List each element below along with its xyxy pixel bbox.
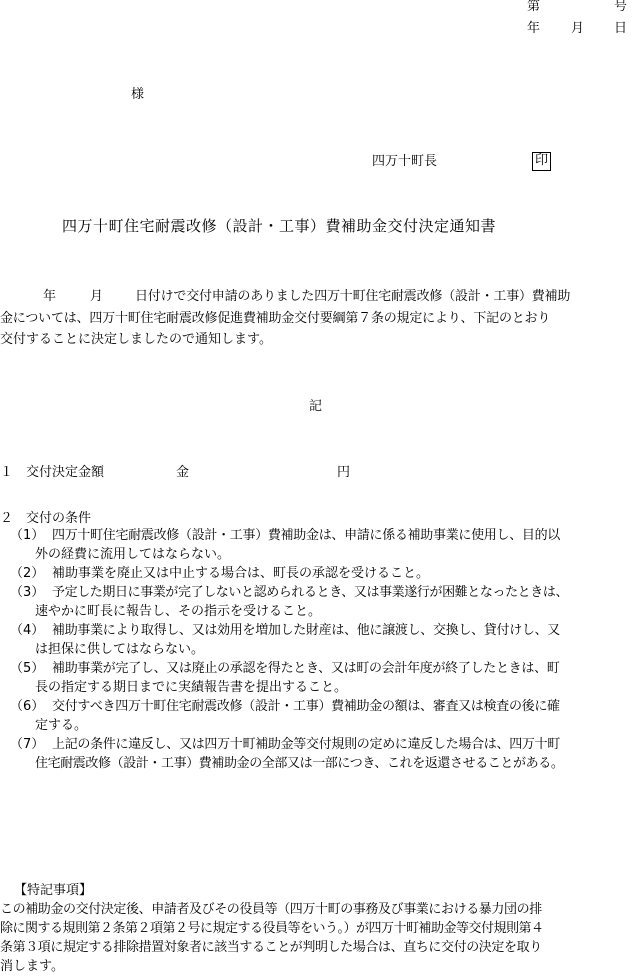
issuer-name: 四万十町長 <box>372 154 438 169</box>
page-title: 四万十町住宅耐震改修（設計・工事）費補助金交付決定通知書 <box>62 217 497 235</box>
condition-number: （1） <box>10 528 45 543</box>
condition-line: 補助事業により取得し、又は効用を増加した財産は、他に譲渡し、交換し、貸付けし、又 <box>52 623 561 638</box>
condition-number: （6） <box>10 699 45 714</box>
condition-number: （7） <box>10 737 45 752</box>
condition-number: （5） <box>10 661 45 676</box>
condition-line: 補助事業を廃止又は中止する場合は、町長の承認を受けること。 <box>52 566 430 581</box>
amount-yen: 円 <box>337 465 351 480</box>
condition-number: （2） <box>10 566 45 581</box>
condition-number: （3） <box>10 585 45 600</box>
condition-line: 速やかに町長に報告し、その指示を受けること。 <box>35 604 322 619</box>
intro-line-3: 交付することに決定しましたので通知します。 <box>0 332 272 347</box>
date-day: 日 <box>614 21 628 36</box>
intro-month: 月 <box>90 289 104 304</box>
intro-line-2: 金については、四万十町住宅耐震改修促進費補助金交付要綱第７条の規定により、下記のとおり <box>0 311 551 326</box>
condition-line: 上記の条件に違反し、又は四万十町補助金等交付規則の定めに違反した場合は、四万十町 <box>52 737 561 752</box>
document-number-prefix: 第 <box>527 0 541 14</box>
condition-line: 予定した期日に事業が完了しないと認められるとき、又は事業遂行が困難となったときは、 <box>52 585 569 600</box>
condition-line: 交付すべき四万十町住宅耐震改修（設計・工事）費補助金の額は、審査又は検査の後に確 <box>52 699 560 714</box>
condition-line: 定する。 <box>35 718 88 733</box>
document-number-suffix: 号 <box>614 0 628 14</box>
condition-line: は担保に供してはならない。 <box>35 642 205 657</box>
special-notes-line: 消します。 <box>0 959 64 974</box>
condition-line: 補助事業が完了し、又は廃止の承認を得たとき、又は町の会計年度が終了したときは、町 <box>52 661 560 676</box>
ki-heading: 記 <box>309 399 323 414</box>
date-month: 月 <box>571 21 585 36</box>
conditions-heading: ２ 交付の条件 <box>0 511 92 526</box>
condition-line: 四万十町住宅耐震改修（設計・工事）費補助金は、申請に係る補助事業に使用し、目的以 <box>52 528 561 543</box>
intro-line-1: 日付けで交付申請のありました四万十町住宅耐震改修（設計・工事）費補助 <box>135 289 571 304</box>
amount-label: １ 交付決定金額 <box>0 465 105 480</box>
date-year: 年 <box>527 21 541 36</box>
special-notes-line: 除に関する規則第２条第２項第２号に規定する役員等をいう。）が四万十町補助金等交付規則第４ <box>0 921 544 936</box>
condition-line: 住宅耐震改修（設計・工事）費補助金の全部又は一部につき、これを返還させることがある。 <box>35 756 564 771</box>
condition-number: （4） <box>10 623 45 638</box>
seal-mark: 印 <box>532 152 551 171</box>
condition-line: 外の経費に流用してはならない。 <box>35 547 231 562</box>
special-notes-heading: 【特記事項】 <box>14 883 93 898</box>
condition-line: 長の指定する期日までに実績報告書を提出すること。 <box>35 680 348 695</box>
intro-year: 年 <box>43 289 57 304</box>
addressee-honorific: 様 <box>131 87 145 102</box>
special-notes-line: 条第３項に規定する排除措置対象者に該当することが判明した場合は、直ちに交付の決定を取り <box>0 940 542 955</box>
special-notes-line: この補助金の交付決定後、申請者及びその役員等（四万十町の事務及び事業における暴力団の排 <box>0 902 542 917</box>
amount-kin: 金 <box>176 465 190 480</box>
